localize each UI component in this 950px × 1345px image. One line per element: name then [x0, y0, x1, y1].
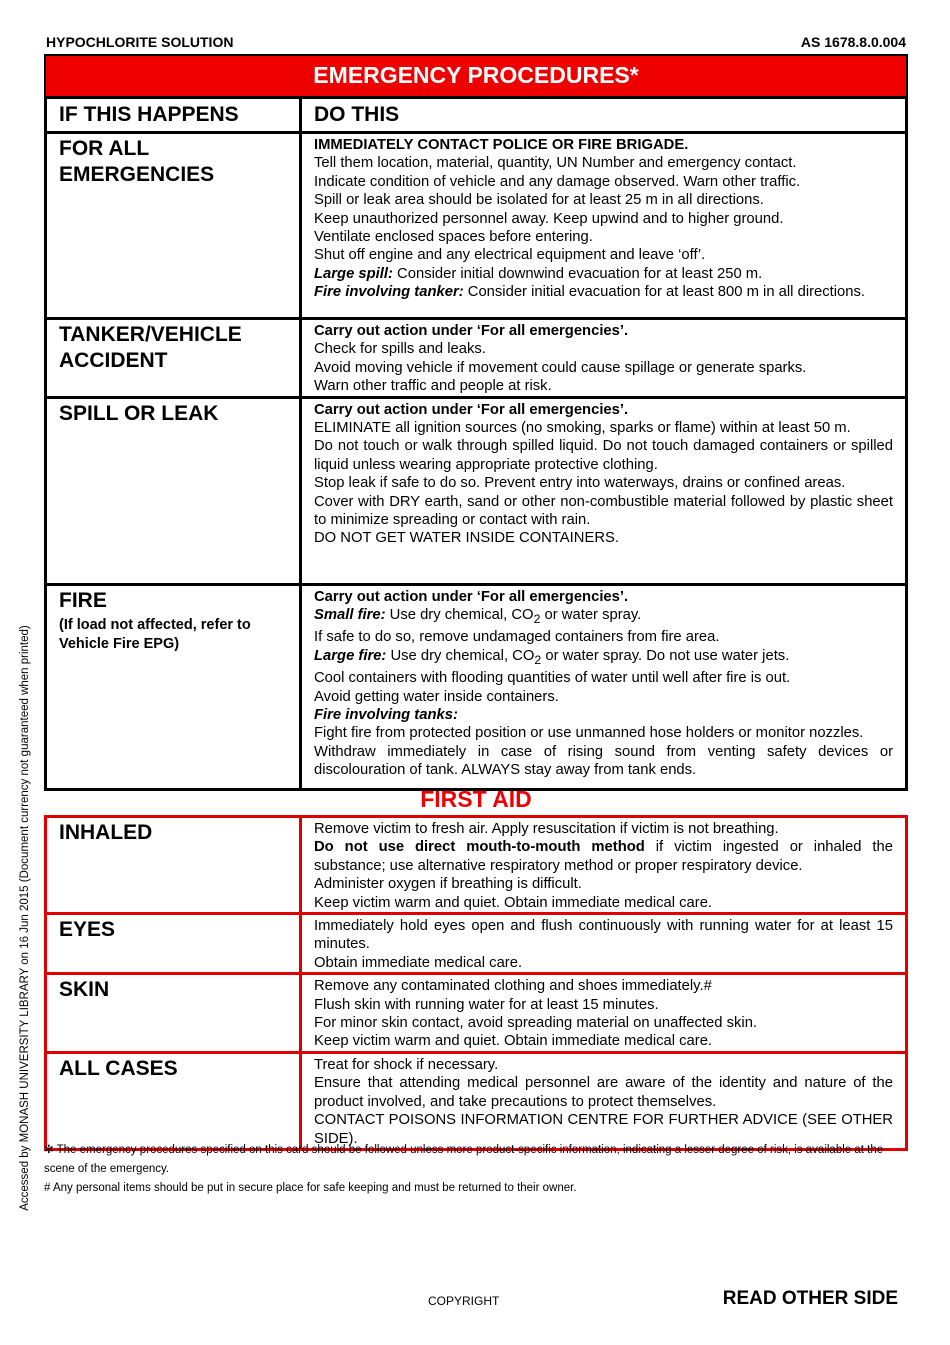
text-span: or water spray. Do not use water jets.: [541, 647, 790, 664]
emergency-procedures-title: EMERGENCY PROCEDURES*: [44, 54, 908, 98]
actions-eyes: [301, 914, 907, 974]
actions-spill-or-leak: [301, 397, 907, 584]
text-span: Use dry chemical, CO: [385, 607, 534, 624]
label-all-emergencies: FOR ALL EMERGENCIES: [46, 133, 301, 319]
library-access-note: Accessed by MONASH UNIVERSITY LIBRARY on 16 Jun 2015 (Document currency not guaranteed when printed): [19, 625, 31, 1211]
row-fire: [46, 584, 907, 789]
text-line: Flush skin with running water for at least 15 minutes.: [314, 996, 659, 1013]
text-line: Immediately hold eyes open and flush continuously with running water for at least 15 minutes.: [314, 918, 893, 953]
label-spill-or-leak: SPILL OR LEAK: [46, 397, 301, 584]
text-line: Tell them location, material, quantity, UN Number and emergency contact.: [314, 155, 797, 172]
subscript: 2: [534, 652, 542, 667]
actions-skin: [301, 974, 907, 1053]
text-line: Carry out action under ‘For all emergencies’.: [314, 588, 629, 605]
col-if-this-happens: IF THIS HAPPENS: [46, 98, 301, 133]
text-line: Warn other traffic and people at risk.: [314, 378, 552, 395]
label-skin: SKIN: [46, 974, 301, 1053]
label-inhaled: INHALED: [46, 817, 301, 914]
subscript: 2: [533, 611, 541, 626]
text-line: Indicate condition of vehicle and any damage observed. Warn other traffic.: [314, 173, 801, 190]
text-line: Avoid getting water inside containers.: [314, 688, 559, 705]
large-spill-label: Large spill:: [314, 265, 393, 282]
label-fire-note: (If load not affected, refer to Vehicle Fire EPG): [59, 616, 251, 652]
fire-tanks-label: Fire involving tanks:: [314, 706, 458, 723]
row-inhaled: [46, 817, 907, 914]
text-line: Obtain immediate medical care.: [314, 954, 523, 971]
text-line: Remove any contaminated clothing and shoes immediately.#: [314, 978, 712, 995]
actions-all-cases: [301, 1052, 907, 1149]
large-spill-text: Consider initial downwind evacuation for at least 250 m.: [392, 265, 763, 282]
col-do-this: DO THIS: [301, 98, 907, 133]
text-line: Check for spills and leaks.: [314, 341, 486, 358]
text-line: Keep victim warm and quiet. Obtain immediate medical care.: [314, 894, 713, 911]
text-line: Ensure that attending medical personnel are aware of the identity and nature of the product involved, and take precautions to protect themselves.: [314, 1075, 893, 1110]
text-line: ELIMINATE all ignition sources (no smoking, sparks or flame) within at least 50 m.: [314, 420, 851, 437]
row-skin: [46, 974, 907, 1053]
fire-tanker-text: Consider initial evacuation for at least 800 m in all directions.: [463, 284, 866, 301]
row-all-cases: [46, 1052, 907, 1149]
text-line: Keep victim warm and quiet. Obtain immediate medical care.: [314, 1033, 713, 1050]
row-tanker-accident: [46, 319, 907, 398]
label-all-cases: ALL CASES: [46, 1052, 301, 1149]
text-line: Fight fire from protected position or use unmanned hose holders or monitor nozzles.: [314, 725, 864, 742]
text-line: CONTACT POISONS INFORMATION CENTRE FOR FURTHER ADVICE (SEE OTHER SIDE).: [314, 1112, 893, 1147]
large-spill-line: [314, 265, 893, 283]
fire-tanker-line: [314, 283, 893, 301]
label-tanker-accident: TANKER/VEHICLE ACCIDENT: [46, 319, 301, 398]
label-fire: FIRE: [59, 588, 107, 612]
text-line: Withdraw immediately in case of rising sound from venting safety devices or discolouration of tank. ALWAYS stay away from tank ends.: [314, 743, 893, 779]
mouth-to-mouth-warning: Do not use direct mouth-to-mouth method: [314, 839, 645, 856]
actions-fire: [301, 584, 907, 789]
fire-tanker-label: Fire involving tanker:: [314, 284, 464, 301]
text-line: Carry out action under ‘For all emergencies’.: [314, 323, 629, 339]
row-eyes: [46, 914, 907, 974]
emergency-table: [44, 96, 908, 791]
text-line: Keep unauthorized personnel away. Keep upwind and to higher ground.: [314, 210, 784, 227]
standard-number: AS 1678.8.0.004: [800, 34, 906, 50]
large-fire-line: [314, 647, 893, 669]
actions-tanker-accident: [301, 319, 907, 398]
footnote-asterisk: ✻ The emergency procedures specified on this card should be followed unless more product-specific information, indicating a lesser degree of risk, is available at the scene of the emergency.: [44, 1144, 884, 1175]
first-aid-title: FIRST AID: [420, 786, 532, 812]
small-fire-label: Small fire:: [314, 607, 386, 624]
actions-inhaled: [301, 817, 907, 914]
text-line: DO NOT GET WATER INSIDE CONTAINERS.: [314, 530, 620, 547]
large-fire-label: Large fire:: [314, 647, 387, 664]
text-line: Remove victim to fresh air. Apply resuscitation if victim is not breathing.: [314, 821, 779, 837]
copyright: COPYRIGHT: [428, 1294, 500, 1308]
first-aid-table: [44, 815, 908, 1151]
text-line: If safe to do so, remove undamaged containers from fire area.: [314, 629, 720, 646]
read-other-side: READ OTHER SIDE: [722, 1288, 898, 1309]
label-fire-cell: [46, 584, 301, 789]
product-name: HYPOCHLORITE SOLUTION: [46, 34, 234, 50]
text-line: Carry out action under ‘For all emergencies’.: [314, 401, 629, 418]
text-span: Use dry chemical, CO: [386, 647, 535, 664]
text-line: For minor skin contact, avoid spreading material on unaffected skin.: [314, 1015, 758, 1032]
mouth-to-mouth-line: [314, 838, 893, 875]
text-line: Spill or leak area should be isolated for at least 25 m in all directions.: [314, 192, 764, 209]
small-fire-line: [314, 606, 893, 628]
text-line: Cool containers with flooding quantities of water until well after fire is out.: [314, 670, 791, 687]
text-line: Stop leak if safe to do so. Prevent entry into waterways, drains or confined areas.: [314, 475, 846, 492]
label-eyes: EYES: [46, 914, 301, 974]
text-line: Cover with DRY earth, sand or other non-combustible material followed by plastic sheet to minimize spreading or contact with rain.: [314, 493, 893, 529]
column-header-row: [46, 98, 907, 133]
footnote-hash: # Any personal items should be put in secure place for safe keeping and must be returned to their owner.: [44, 1182, 577, 1194]
text-line: Administer oxygen if breathing is difficult.: [314, 876, 582, 893]
text-span: if victim ingested or inhaled the substance; use alternative respiratory method or proper respiratory device.: [314, 839, 894, 874]
row-all-emergencies: [46, 133, 907, 319]
text-line: Shut off engine and any electrical equipment and leave ‘off’.: [314, 247, 706, 264]
actions-all-emergencies: [301, 133, 907, 319]
text-line: Do not touch or walk through spilled liquid. Do not touch damaged containers or spilled liquid unless wearing appropriate protective clothing.: [314, 438, 893, 473]
row-spill-or-leak: [46, 397, 907, 584]
text-line: Treat for shock if necessary.: [314, 1056, 499, 1073]
text-line: Ventilate enclosed spaces before entering.: [314, 229, 593, 246]
text-line: IMMEDIATELY CONTACT POLICE OR FIRE BRIGADE.: [314, 137, 689, 153]
text-span: or water spray.: [540, 607, 642, 624]
text-line: Avoid moving vehicle if movement could cause spillage or generate sparks.: [314, 359, 807, 376]
